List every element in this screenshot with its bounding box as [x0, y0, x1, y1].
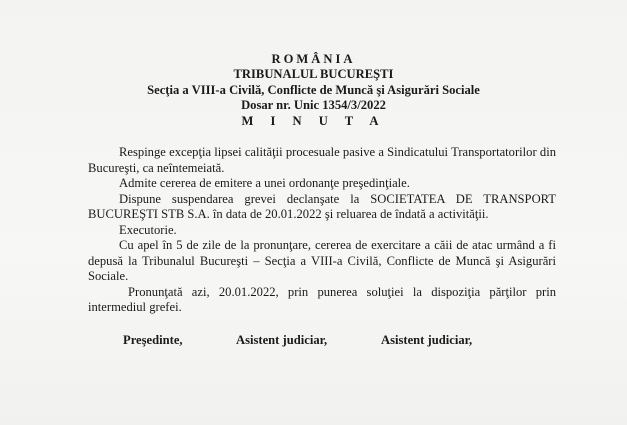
- section-heading: Secţia a VIII-a Civilă, Conflicte de Muncă şi Asigurări Sociale: [147, 82, 480, 97]
- country-heading: ROMÂNIA: [271, 52, 356, 66]
- document-header: [0, 52, 627, 129]
- paragraph-pronounced: Pronunţată azi, 20.01.2022, prin punerea soluţiei la dispoziţia părţilor prin intermediul grefei.: [88, 284, 556, 314]
- paragraph-admits: Admite cererea de emitere a unei ordonanţe preşedinţiale.: [119, 176, 410, 190]
- document-title: M I N U T A: [241, 113, 386, 128]
- paragraph-suspension: Dispune suspendarea grevei declanşate la SOCIETATEA DE TRANSPORT BUCUREŞTI STB S.A. în data de 20.01.2022 şi reluarea de îndată a activităţii.: [88, 191, 556, 221]
- paragraph-enforceable: Executorie.: [119, 222, 177, 237]
- court-heading: TRIBUNALUL BUCUREŞTI: [233, 67, 394, 82]
- paragraph-appeal: Cu apel în 5 de zile de la pronunţare, cererea de exercitare a căii de atac urmând a fi depusă la Tribunalul Bucureşti – Secţia a VIII-a Civilă, Conflicte de Muncă şi Asigurări Sociale.: [88, 238, 556, 283]
- signature-assistant-1: Asistent judiciar,: [236, 333, 328, 347]
- signature-assistant-2: Asistent judiciar,: [381, 333, 473, 347]
- signature-president: Preşedinte,: [123, 333, 183, 347]
- document-body: [88, 145, 556, 316]
- paragraph-exception: Respinge excepţia lipsei calităţii procesuale pasive a Sindicatului Transportatorilor din Bucureşti, ca neîntemeiată.: [88, 145, 556, 175]
- file-number: Dosar nr. Unic 1354/3/2022: [241, 98, 386, 113]
